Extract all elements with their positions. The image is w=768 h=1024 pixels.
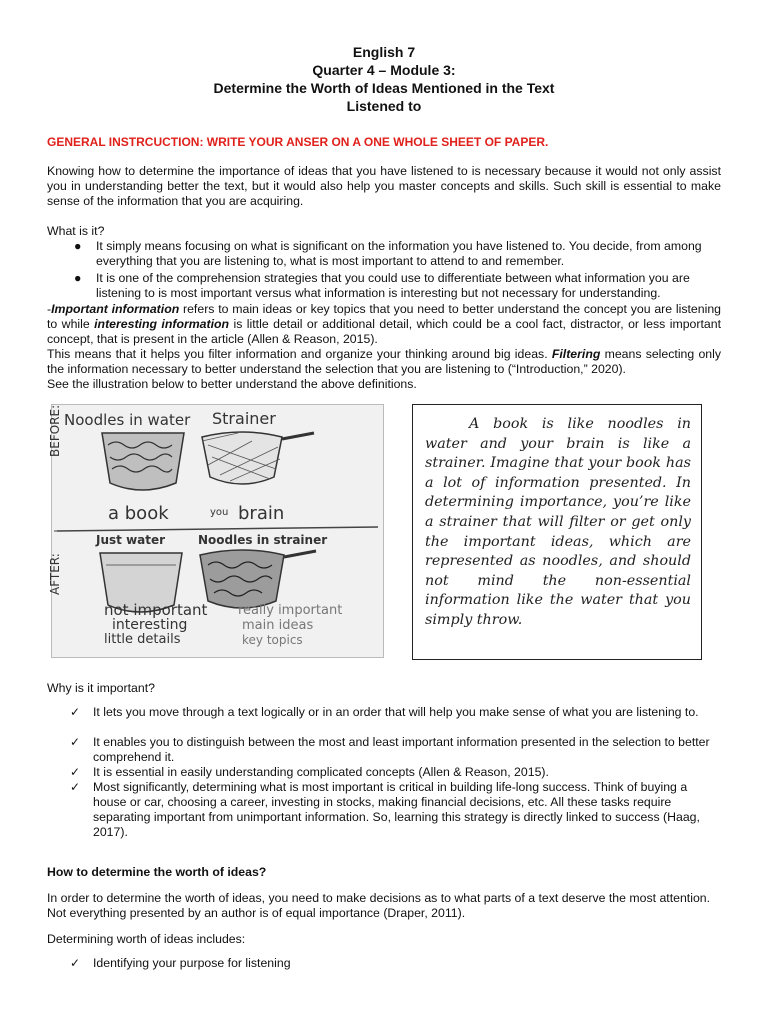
label-main-ideas: main ideas	[242, 618, 314, 633]
why-important-heading: Why is it important?	[47, 681, 155, 695]
purpose-item: Identifying your purpose for listening	[93, 956, 291, 970]
filtering-post: means selecting only the information necessary to better understand the selection that you are listening to (“Introduction,” 2020).	[47, 347, 722, 376]
why-item-3: It is essential in easily understanding complicated concepts (Allen & Reason, 2015).	[93, 765, 549, 779]
bullet-2-icon: ●	[74, 271, 82, 285]
filtering-paragraph	[47, 347, 721, 377]
label-you: you	[210, 507, 229, 518]
course-title: English 7	[352, 44, 416, 60]
label-just-water: Just water	[96, 533, 166, 547]
definitions-text-1: refers to main ideas or key topics that you need to better understand the concept you are listening to while	[47, 302, 721, 331]
label-after: AFTER:	[48, 553, 62, 595]
interesting-information-term: interesting information	[94, 317, 230, 331]
filtering-pre: This means that it helps you filter information and organize your thinking around big ideas.	[47, 347, 552, 361]
noodles-strainer-illustration	[48, 404, 384, 658]
label-noodles-in-strainer: Noodles in strainer	[198, 533, 328, 547]
includes-line: Determining worth of ideas includes:	[47, 932, 246, 946]
label-before: BEFORE:	[48, 404, 62, 457]
sketch-drawing	[52, 405, 383, 657]
label-really-important: really important	[238, 603, 343, 618]
definitions-paragraph	[47, 302, 721, 347]
why-item-1: It lets you move through a text logically or in an order that will help you make sense of what you are listening to.	[93, 705, 699, 719]
label-not-important: not important	[104, 601, 208, 619]
check-2-icon: ✓	[70, 735, 81, 749]
general-instruction: GENERAL INSTRCUCTION: WRITE YOUR ANSER ON A ONE WHOLE SHEET OF PAPER.	[47, 135, 549, 149]
why-item-4: Most significantly, determining what is most important is critical in building life-long success. Think of buying a house or car, choosing a career, investing in stocks, making financial decisions, etc. All these tasks require separating important from unimportant information. So, learning this strategy is directly linked to success (Haag, 2017).	[93, 780, 700, 839]
definitions-text-2: is little detail or additional detail, which could be a cool fact, distractor, or less important concept, that is present in the article (Allen & Reason, 2015).	[47, 317, 721, 346]
label-a-book: a book	[108, 503, 169, 524]
how-to-paragraph: In order to determine the worth of ideas, you need to make decisions as to what parts of a text deserve the most attention. Not everything presented by an author is of equal importance (Draper, 2011).	[47, 891, 711, 920]
filtering-term: Filtering	[551, 347, 601, 361]
topic-title-line1: Determine the Worth of Ideas Mentioned in the Text	[213, 80, 555, 96]
label-little-details: little details	[104, 632, 181, 647]
intro-paragraph: Knowing how to determine the importance of ideas that you have listened to is necessary because it would not only assist you in understanding better the text, but it would also help you master concepts and skills. Such skill is essential to make sense of the information that you are acquiring.	[47, 164, 721, 208]
bullet-1-text: It simply means focusing on what is significant on the information you have listened to. You decide, from among everything that you are listening to, what is most important to attend to and remember.	[96, 239, 702, 268]
label-noodles-in-water: Noodles in water	[64, 411, 191, 429]
why-item-2: It enables you to distinguish between the most and least important information presented in the selection to better comprehend it.	[93, 735, 710, 764]
topic-title-line2: Listened to	[346, 98, 422, 114]
check-3-icon: ✓	[70, 765, 81, 779]
label-interesting: interesting	[112, 617, 188, 633]
check-5-icon: ✓	[70, 956, 81, 970]
bullet-1-icon: ●	[74, 239, 82, 253]
check-4-icon: ✓	[70, 780, 81, 794]
bullet-2-text: It is one of the comprehension strategies that you could use to differentiate between what information you are listening to is most important versus what information is interesting but not necessary for understanding.	[96, 271, 690, 300]
see-illustration: See the illustration below to better understand the above definitions.	[47, 377, 417, 391]
check-1-icon: ✓	[70, 705, 81, 719]
important-information-term: Important information	[51, 302, 180, 316]
label-strainer: Strainer	[212, 409, 276, 428]
noodle-analogy-box: A book is like noodles in water and your brain is like a strainer. Imagine that your book has a lot of information presented. In determining importance, you’re like a strainer that will filter or get only the important ideas, which are represented as noodles, and should not mind the non-essential information like the water that you simply throw.	[412, 404, 702, 660]
label-key-topics: key topics	[242, 633, 303, 647]
label-brain: brain	[238, 503, 285, 524]
module-title: Quarter 4 – Module 3:	[312, 62, 456, 78]
definitions-dash: -	[47, 302, 52, 316]
how-to-heading: How to determine the worth of ideas?	[47, 865, 267, 879]
before-after-divider	[57, 527, 378, 531]
what-is-it-heading: What is it?	[47, 224, 105, 238]
